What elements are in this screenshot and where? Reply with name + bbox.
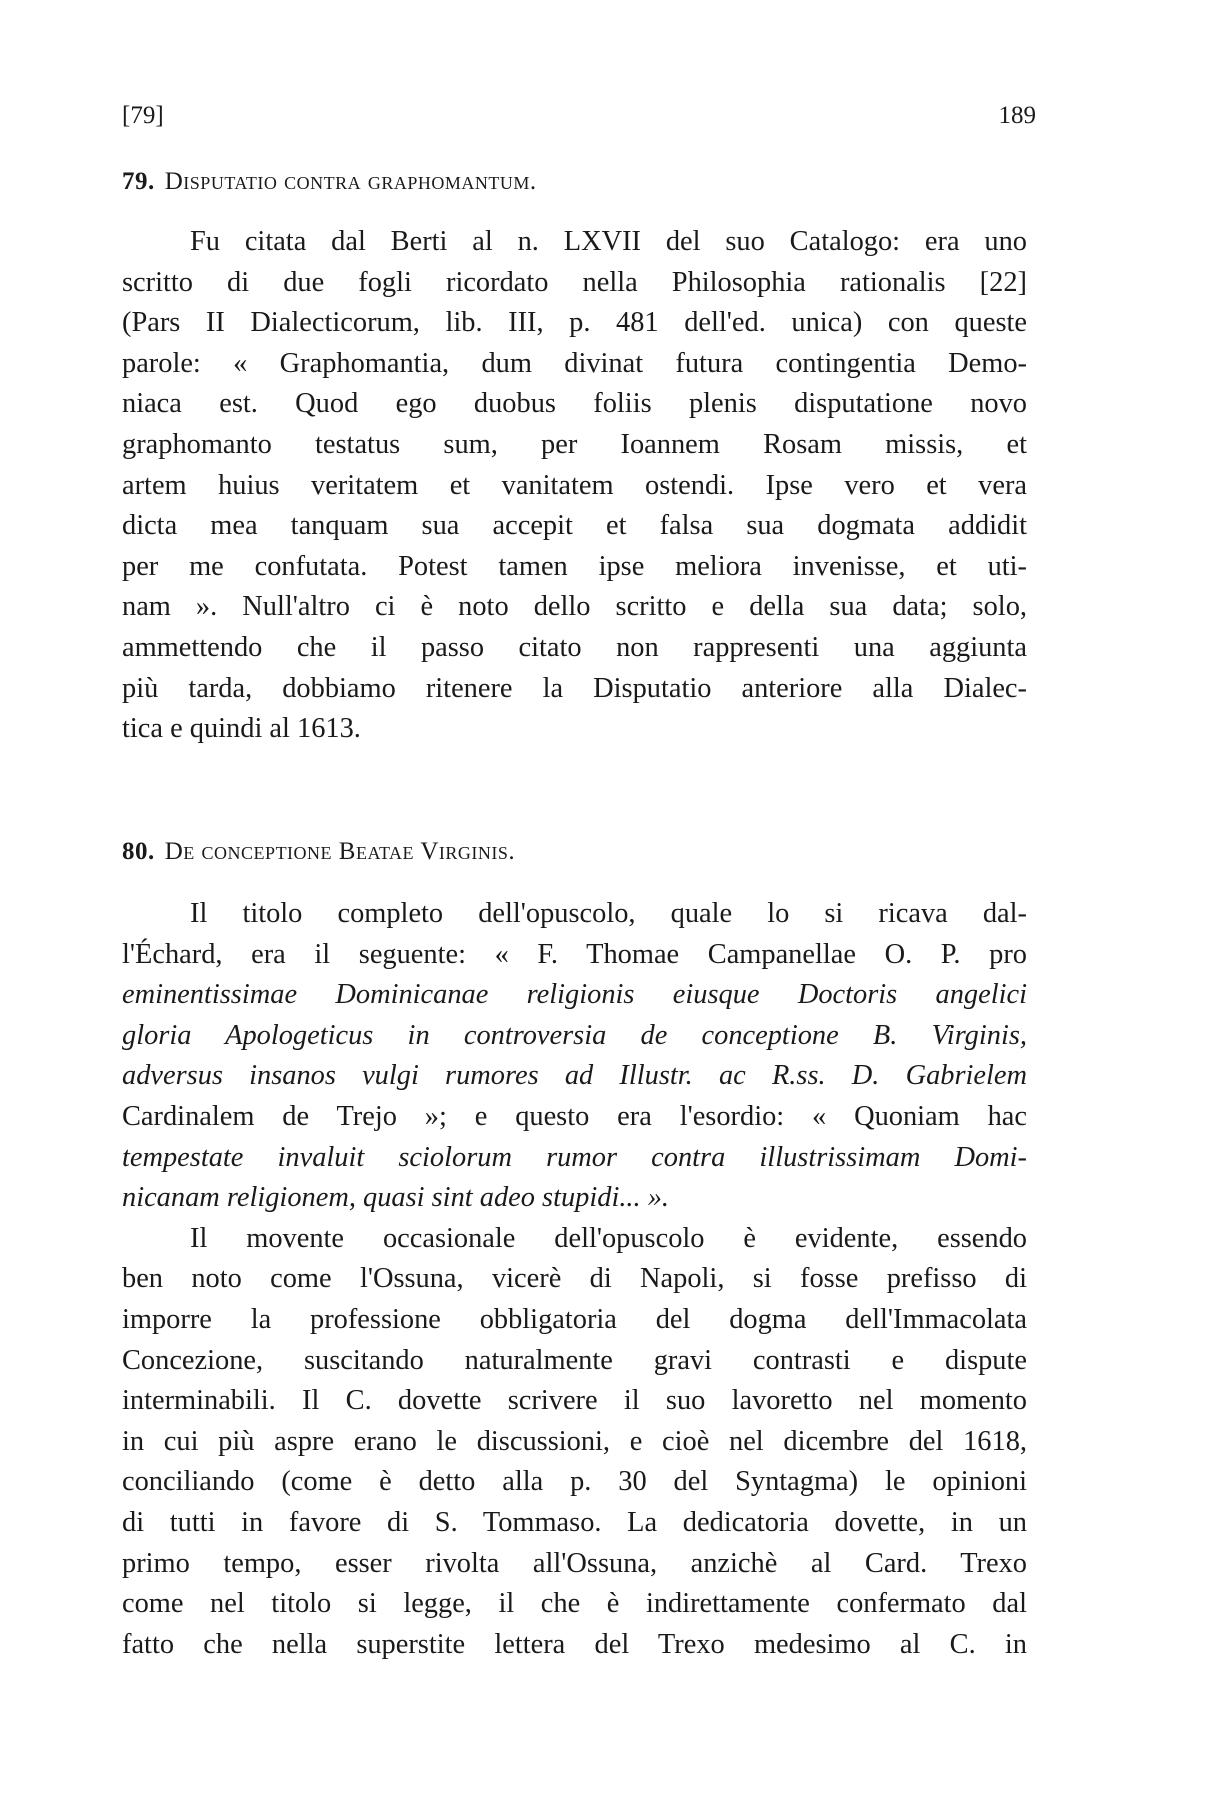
text-line: ben noto come l'Ossuna, vicerè di Napoli, si fosse prefisso di	[122, 1263, 1027, 1295]
section-reference: [79]	[122, 102, 164, 129]
text-line: fatto che nella superstite lettera del Trexo medesimo al C. in	[122, 1628, 1027, 1660]
section-80-heading	[122, 838, 515, 866]
text-line: tica e quindi al 1613.	[122, 713, 361, 745]
page-number: 189	[998, 102, 1036, 129]
text-line: Cardinalem de Trejo »; e questo era l'esordio: « Quoniam hac	[122, 1100, 1027, 1132]
section-79-heading	[122, 168, 537, 196]
text-line: parole: « Graphomantia, dum divinat futura contingentia Demo-	[122, 347, 1027, 379]
text-line: per me confutata. Potest tamen ipse meliora invenisse, et uti-	[122, 550, 1027, 582]
text-line: artem huius veritatem et vanitatem ostendi. Ipse vero et vera	[122, 469, 1027, 501]
text-line: scritto di due fogli ricordato nella Philosophia rationalis [22]	[122, 266, 1027, 298]
text-line: primo tempo, esser rivolta all'Ossuna, anzichè al Card. Trexo	[122, 1547, 1027, 1579]
text-line: nam ». Null'altro ci è noto dello scritto e della sua data; solo,	[122, 591, 1027, 623]
text-line: in cui più aspre erano le discussioni, e cioè nel dicembre del 1618,	[122, 1425, 1027, 1457]
text-line: più tarda, dobbiamo ritenere la Disputatio anteriore alla Dialec-	[122, 672, 1027, 704]
text-line: Il titolo completo dell'opuscolo, quale lo si ricava dal-	[190, 898, 1027, 929]
text-line: l'Échard, era il seguente: « F. Thomae Campanellae O. P. pro	[122, 938, 1027, 970]
section-number: 80.	[122, 838, 155, 865]
section-80-body	[122, 894, 1027, 1665]
section-number: 79.	[122, 168, 155, 195]
running-header	[122, 102, 1036, 130]
text-line: di tutti in favore di S. Tommaso. La dedicatoria dovette, in un	[122, 1506, 1027, 1538]
text-line: tempestate invaluit sciolorum rumor contra illustrissimam Domi-	[122, 1141, 1027, 1173]
text-line: eminentissimae Dominicanae religionis eiusque Doctoris angelici	[122, 979, 1027, 1011]
text-line: (Pars II Dialecticorum, lib. III, p. 481 dell'ed. unica) con queste	[122, 307, 1027, 339]
section-79-body	[122, 222, 1027, 750]
text-line: niaca est. Quod ego duobus foliis plenis disputatione novo	[122, 388, 1027, 420]
text-line: imporre la professione obbligatoria del dogma dell'Immacolata	[122, 1303, 1027, 1335]
text-line: adversus insanos vulgi rumores ad Illustr. ac R.ss. D. Gabrielem	[122, 1060, 1027, 1092]
section-title: Disputatio contra graphomantum.	[164, 168, 537, 195]
text-line: Il movente occasionale dell'opuscolo è evidente, essendo	[190, 1222, 1027, 1254]
text-line: Fu citata dal Berti al n. LXVII del suo Catalogo: era uno	[190, 226, 1027, 257]
text-line: graphomanto testatus sum, per Ioannem Rosam missis, et	[122, 428, 1027, 460]
text-line: dicta mea tanquam sua accepit et falsa sua dogmata addidit	[122, 510, 1027, 542]
text-line: nicanam religionem, quasi sint adeo stupidi... ».	[122, 1182, 670, 1214]
text-line: interminabili. Il C. dovette scrivere il suo lavoretto nel momento	[122, 1385, 1027, 1417]
text-line: Concezione, suscitando naturalmente gravi contrasti e dispute	[122, 1344, 1027, 1376]
text-line: gloria Apologeticus in controversia de conceptione B. Virginis,	[122, 1019, 1027, 1051]
text-line: ammettendo che il passo citato non rappresenti una aggiunta	[122, 631, 1027, 663]
text-line: conciliando (come è detto alla p. 30 del Syntagma) le opinioni	[122, 1466, 1027, 1498]
text-line: come nel titolo si legge, il che è indirettamente confermato dal	[122, 1588, 1027, 1620]
section-title: De conceptione Beatae Virginis.	[164, 838, 516, 865]
